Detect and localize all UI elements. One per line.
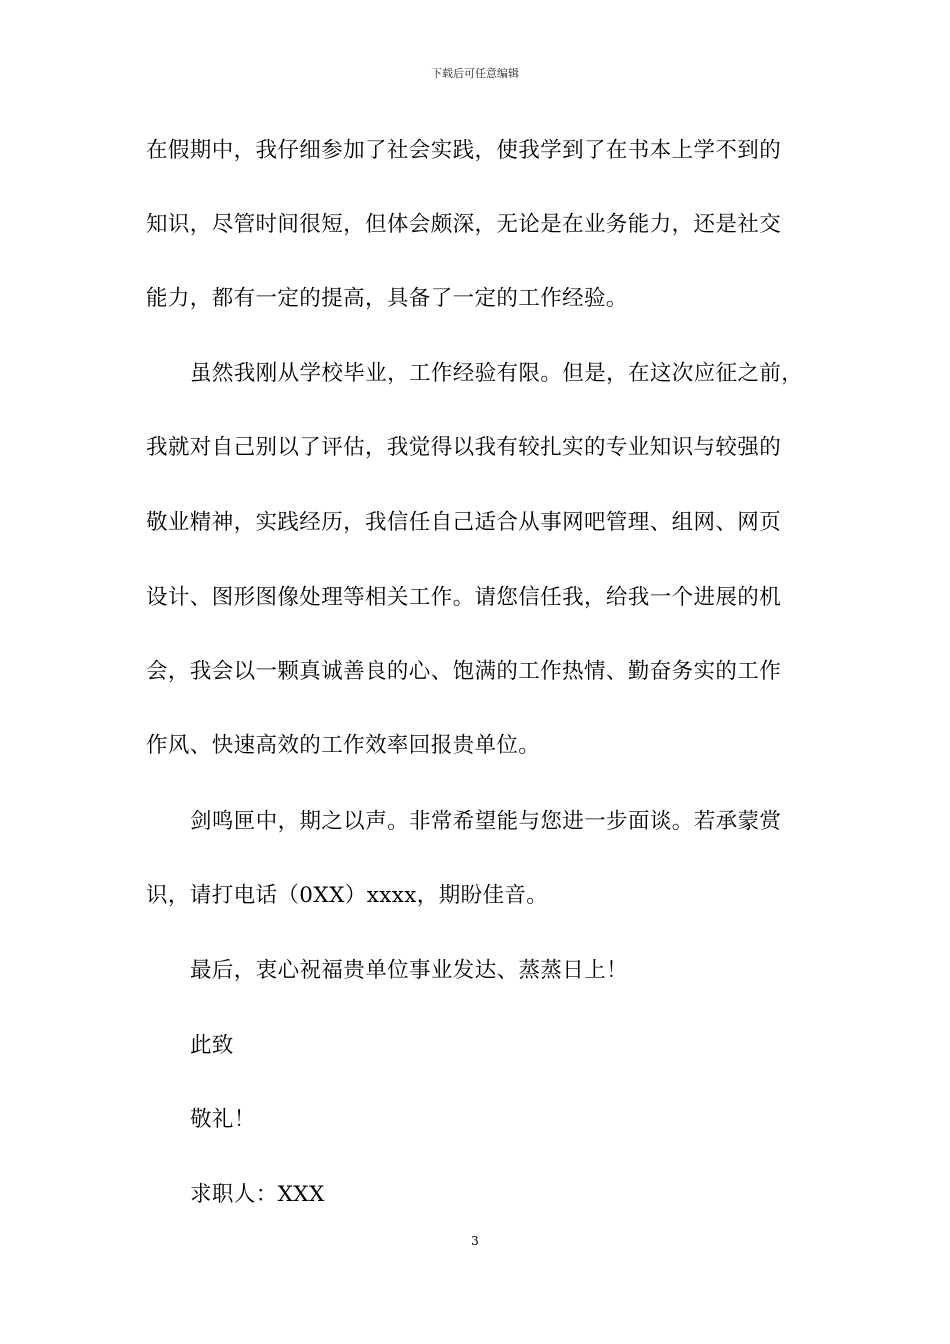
paragraph-2-line-5: 会，我会以一颗真诚善良的心、饱满的工作热情、勤奋务实的工作 xyxy=(146,659,782,684)
paragraph-2-line-4: 设计、图形图像处理等相关工作。请您信任我，给我一个进展的机 xyxy=(146,585,782,610)
paragraph-2-line-3: 敬业精神，实践经历，我信任自己适合从事网吧管理、组网、网页 xyxy=(146,510,782,535)
paragraph-3-line-1: 剑鸣匣中，期之以声。非常希望能与您进一步面谈。若承蒙赏 xyxy=(190,809,782,834)
applicant-signature: 求职人：XXX xyxy=(190,1182,325,1207)
paragraph-1-line-2: 知识，尽管时间很短，但体会颇深，无论是在业务能力，还是社交 xyxy=(146,212,782,237)
paragraph-2-line-1: 虽然我刚从学校毕业，工作经验有限。但是，在这次应征之前， xyxy=(190,361,804,386)
salutation-jingli: 敬礼！ xyxy=(190,1107,256,1132)
paragraph-1-line-1: 在假期中，我仔细参加了社会实践，使我学到了在书本上学不到的 xyxy=(146,138,782,163)
paragraph-2-line-2: 我就对自己别以了评估，我觉得以我有较扎实的专业知识与较强的 xyxy=(146,435,782,460)
page-header: 下载后可任意编辑 xyxy=(431,67,519,80)
page-number: 3 xyxy=(471,1234,479,1248)
closing-wish: 最后，衷心祝福贵单位事业发达、蒸蒸日上！ xyxy=(190,958,629,983)
paragraph-1-line-3: 能力，都有一定的提高，具备了一定的工作经验。 xyxy=(146,286,628,311)
paragraph-3-line-2: 识，请打电话（0XX）xxxx，期盼佳音。 xyxy=(146,883,549,908)
salutation-cizhi: 此致 xyxy=(190,1033,234,1058)
paragraph-2-line-6: 作风、快速高效的工作效率回报贵单位。 xyxy=(146,733,541,758)
